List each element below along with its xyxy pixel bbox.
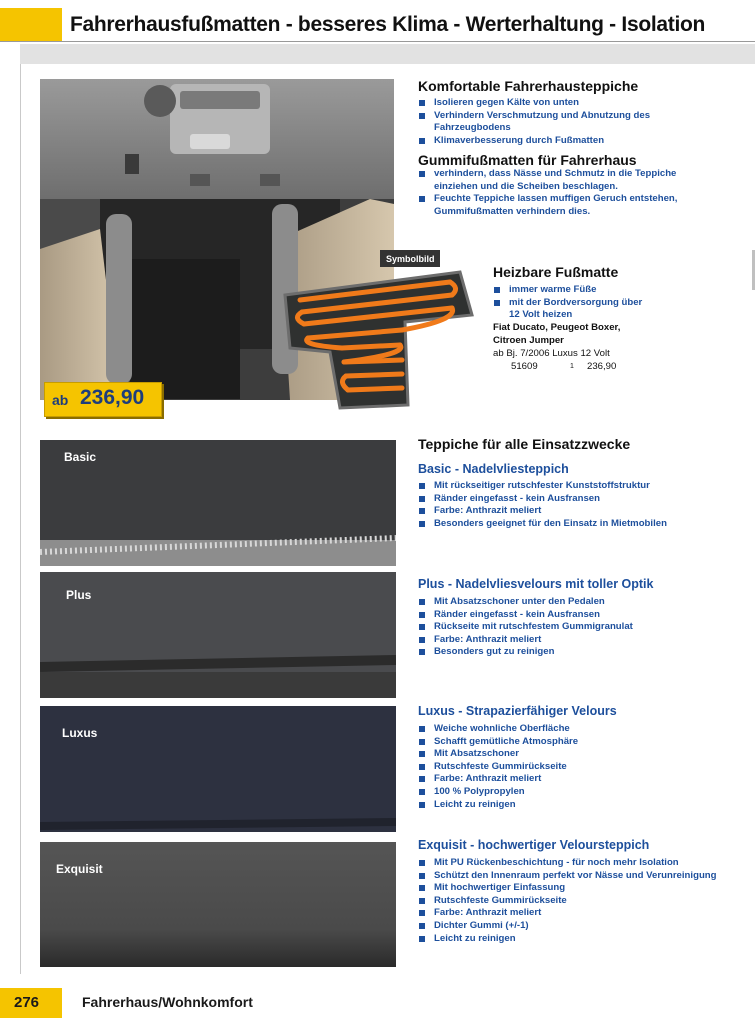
list-item: Verhindern Verschmutzung und Abnutzung des Fahrzeugbodens: [418, 110, 708, 135]
header-accent-tab: [0, 8, 62, 42]
plus-bullets: [418, 596, 718, 659]
footer-section: Fahrerhaus/Wohnkomfort: [82, 994, 253, 1010]
list-item: Farbe: Anthrazit meliert: [418, 634, 718, 647]
price-badge: [44, 382, 162, 417]
list-item: Mit rückseitiger rutschfester Kunststoffstruktur: [418, 480, 718, 493]
luxus-label: Luxus: [62, 726, 98, 740]
heated-mat-image: [280, 250, 475, 410]
list-item: Farbe: Anthrazit meliert: [418, 505, 718, 518]
list-item: Mit hochwertiger Einfassung: [418, 882, 718, 895]
basic-label: Basic: [64, 450, 97, 464]
list-item: Ränder eingefasst - kein Ausfransen: [418, 493, 718, 506]
list-item: Rutschfeste Gummirückseite: [418, 895, 718, 908]
list-item: Leicht zu reinigen: [418, 933, 718, 946]
list-item: Mit Absatzschoner unter den Pedalen: [418, 596, 718, 609]
exquisit-title: Exquisit - hochwertiger Veloursteppich: [418, 838, 650, 852]
luxus-title: Luxus - Strapazierfähiger Velours: [418, 704, 617, 718]
heizbar-title: Heizbare Fußmatte: [493, 264, 619, 280]
list-item: verhindern, dass Nässe und Schmutz in die Teppiche einziehen und die Scheiben beschlagen.: [418, 168, 708, 193]
list-item: Rutschfeste Gummirückseite: [418, 761, 718, 774]
plus-label: Plus: [66, 588, 92, 602]
plus-carpet-image: [40, 572, 396, 698]
list-item: mit der Bordversorgung über 12 Volt heizen: [493, 297, 643, 322]
list-item: Feuchte Teppiche lassen muffigen Geruch entstehen, Gummifußmatten verhindern dies.: [418, 193, 708, 218]
heizbar-vehicles: Fiat Ducato, Peugeot Boxer, Citroen Jumper: [493, 322, 621, 346]
luxus-bullets: [418, 723, 718, 811]
header-band: [20, 44, 755, 64]
list-item: Leicht zu reinigen: [418, 799, 718, 812]
teppiche-title: Teppiche für alle Einsatzzwecke: [418, 436, 631, 452]
list-item: Rückseite mit rutschfestem Gummigranulat: [418, 621, 718, 634]
list-item: immer warme Füße: [493, 284, 643, 297]
heizbar-model-line: ab Bj. 7/2006 Luxus 12 Volt: [493, 348, 610, 359]
gummi-title: Gummifußmatten für Fahrerhaus: [418, 152, 637, 168]
komfort-title: Komfortable Fahrerhausteppiche: [418, 78, 639, 94]
gummi-bullets: [418, 168, 708, 218]
heizbar-qty: 1: [570, 363, 574, 370]
list-item: Ränder eingefasst - kein Ausfransen: [418, 609, 718, 622]
list-item: 100 % Polypropylen: [418, 786, 718, 799]
list-item: Mit PU Rückenbeschichtung - für noch mehr Isolation: [418, 857, 718, 870]
page-title: Fahrerhausfußmatten - besseres Klima - Werterhaltung - Isolation: [70, 13, 706, 36]
list-item: Dichter Gummi (+/-1): [418, 920, 718, 933]
price-value: 236,90: [80, 386, 145, 409]
list-item: Farbe: Anthrazit meliert: [418, 773, 718, 786]
price-prefix: ab: [52, 392, 69, 408]
luxus-carpet-image: [40, 706, 396, 832]
plus-title: Plus - Nadelvliesvelours mit toller Optik: [418, 577, 654, 591]
list-item: Isolieren gegen Kälte von unten: [418, 97, 708, 110]
heizbar-bullets: [493, 284, 643, 322]
symbolbild-label: Symbolbild: [386, 254, 435, 264]
list-item: Klimaverbesserung durch Fußmatten: [418, 135, 708, 148]
header-rule: [0, 41, 755, 42]
page-number: 276: [14, 994, 40, 1011]
list-item: Weiche wohnliche Oberfläche: [418, 723, 718, 736]
left-margin-rule: [20, 64, 21, 974]
basic-title: Basic - Nadelvliesteppich: [418, 462, 569, 476]
list-item: Besonders geeignet für den Einsatz in Mietmobilen: [418, 518, 718, 531]
list-item: Schafft gemütliche Atmosphäre: [418, 736, 718, 749]
list-item: Schützt den Innenraum perfekt vor Nässe und Verunreinigung: [418, 870, 718, 883]
exquisit-bullets: [418, 857, 718, 945]
list-item: Farbe: Anthrazit meliert: [418, 907, 718, 920]
list-item: Mit Absatzschoner: [418, 748, 718, 761]
list-item: Besonders gut zu reinigen: [418, 646, 718, 659]
exquisit-carpet-image: [40, 842, 396, 967]
heizbar-price: 236,90: [587, 361, 617, 372]
exquisit-label: Exquisit: [56, 862, 103, 876]
heizbar-art-no: 51609: [511, 361, 538, 372]
basic-bullets: [418, 480, 718, 530]
komfort-bullets: [418, 97, 708, 147]
